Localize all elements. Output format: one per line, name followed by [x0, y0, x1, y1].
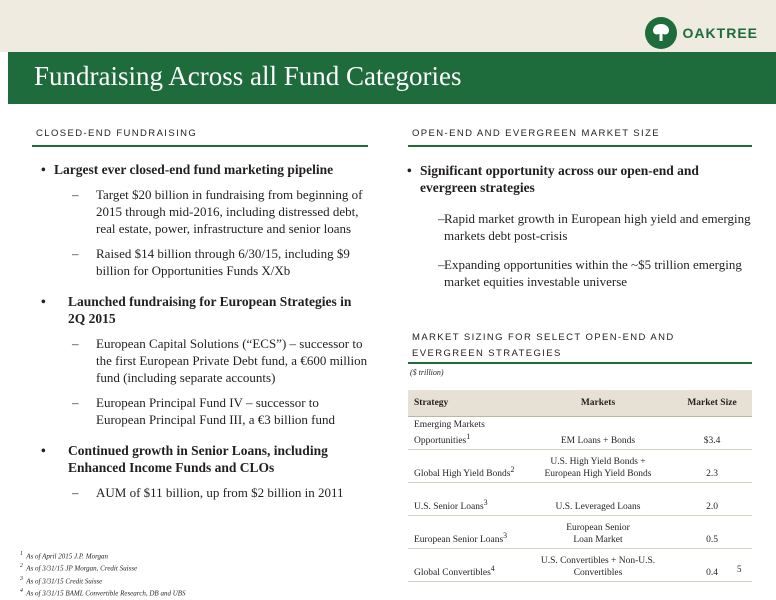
table-row [408, 548, 752, 581]
markets-line-1: European Senior [566, 522, 630, 533]
bullet-senior-loans-text: Continued growth in Senior Loans, including Enhanced Income Funds and CLOs [68, 443, 328, 475]
sub-bullet-growth-text: Rapid market growth in European high yield and emerging markets debt post-crisis [444, 211, 751, 243]
table-heading-line-1: MARKET SIZING FOR SELECT OPEN-END AND [412, 332, 675, 343]
bullet-opportunity: • Significant opportunity across our open-end and evergreen strategies [404, 162, 752, 196]
footnote [20, 561, 186, 573]
open-end-heading: OPEN-END AND EVERGREEN MARKET SIZE [412, 128, 661, 139]
size-cell: 2.0 [672, 482, 752, 515]
footnote-number: 3 [20, 575, 23, 582]
sub-bullet-raised: – Raised $14 billion through 6/30/15, including $9 billion for Opportunities Funds X/Xb [38, 245, 368, 279]
markets-cell [524, 548, 672, 581]
footnote [20, 549, 186, 561]
markets-cell [524, 416, 672, 449]
markets-line-2: EM Loans + Bonds [560, 435, 636, 446]
strategy-line-2: European Senior Loans [414, 534, 504, 545]
sub-bullet-expanding [404, 256, 752, 290]
markets-cell [524, 482, 672, 515]
size-cell: $3.4 [672, 416, 752, 449]
bullet-pipeline: • Largest ever closed-end fund marketing pipeline [38, 161, 368, 178]
footnote-text: As of April 2015 J.P. Morgan [26, 552, 109, 561]
footnote-number: 4 [20, 587, 23, 594]
col-market-size: Market Size [672, 390, 752, 416]
markets-line-1: U.S. Convertibles + Non-U.S. [540, 555, 656, 566]
bullet-european [38, 293, 368, 327]
markets-line-1: U.S. High Yield Bonds + [550, 456, 646, 467]
markets-line-2: U.S. Leveraged Loans [555, 501, 641, 512]
table-heading-line-2: EVERGREEN STRATEGIES [412, 348, 562, 359]
table-row [408, 482, 752, 515]
footnote-text: As of 3/31/15 BAML Convertible Research, DB and UBS [26, 589, 186, 598]
footnotes [20, 549, 186, 598]
strategy-line-2: Global Convertibles [414, 567, 491, 578]
strategy-line-2: U.S. Senior Loans [414, 501, 484, 512]
brand-name: OAKTREE [682, 25, 758, 41]
footnote [20, 574, 186, 586]
sub-bullet-epf: – European Principal Fund IV – successor to European Principal Fund III, a €3 billion fund [38, 394, 368, 428]
sub-bullet-growth [404, 210, 752, 244]
markets-line-2: Loan Market [573, 534, 623, 545]
strategy-cell [408, 548, 524, 581]
col-strategy: Strategy [408, 390, 524, 416]
footnote-number: 1 [20, 551, 23, 557]
table-heading [412, 330, 675, 362]
size-cell: 0.4 [672, 548, 752, 581]
right-heading-rule [408, 145, 752, 147]
table-caption: ($ trillion) [410, 368, 444, 377]
bullet-european-text: Launched fundraising for European Strategies in 2Q 2015 [68, 294, 352, 326]
brand-logo [645, 17, 758, 49]
sub-bullet-ecs: – European Capital Solutions (“ECS”) – successor to the first European Private Debt fund, a €600 million fund (including separate accounts) [38, 335, 368, 386]
sub-bullet-expanding-text: Expanding opportunities within the ~$5 trillion emerging market equities investable universe [444, 257, 742, 289]
right-content [404, 162, 752, 290]
footnote-ref: 2 [510, 464, 515, 474]
strategy-cell [408, 449, 524, 482]
markets-cell [524, 515, 672, 548]
sub-bullet-target: – Target $20 billion in fundraising from beginning of 2015 through mid-2016, including distressed debt, real estate, power, infrastructure and senior loans [38, 186, 368, 237]
footnote-number: 2 [20, 563, 23, 570]
markets-line-2: Convertibles [573, 567, 623, 578]
closed-end-heading: CLOSED-END FUNDRAISING [36, 128, 198, 139]
left-content [38, 161, 368, 501]
footnote-ref: 4 [490, 563, 495, 573]
strategy-line-1: Emerging Markets [414, 419, 485, 430]
strategy-line-2: Opportunities [414, 435, 467, 446]
market-size-table [408, 390, 752, 582]
strategy-line-2: Global High Yield Bonds [414, 468, 511, 479]
footnote-text: As of 3/31/15 Credit Suisse [26, 576, 103, 585]
strategy-cell [408, 515, 524, 548]
footnote-ref: 1 [466, 431, 471, 441]
oak-tree-icon [645, 17, 677, 49]
table-row [408, 515, 752, 548]
footnote [20, 586, 186, 598]
size-cell: 0.5 [672, 515, 752, 548]
sub-bullet-aum: – AUM of $11 billion, up from $2 billion in 2011 [38, 484, 368, 501]
col-markets: Markets [524, 390, 672, 416]
footnote-ref: 3 [503, 530, 508, 540]
markets-line-2: European High Yield Bonds [544, 468, 652, 479]
bullet-senior-loans [38, 442, 368, 476]
table-header-row [408, 390, 752, 416]
footnote-text: As of 3/31/15 JP Morgan, Credit Suisse [26, 564, 138, 573]
footnote-ref: 3 [483, 497, 488, 507]
title-bar [8, 52, 776, 104]
table-heading-rule [408, 362, 752, 364]
table-row [408, 449, 752, 482]
left-heading-rule [32, 145, 368, 147]
page-title: Fundraising Across all Fund Categories [34, 61, 462, 91]
table-row [408, 416, 752, 449]
page-number: 5 [737, 564, 742, 574]
markets-cell [524, 449, 672, 482]
strategy-cell [408, 482, 524, 515]
strategy-cell [408, 416, 524, 449]
size-cell: 2.3 [672, 449, 752, 482]
